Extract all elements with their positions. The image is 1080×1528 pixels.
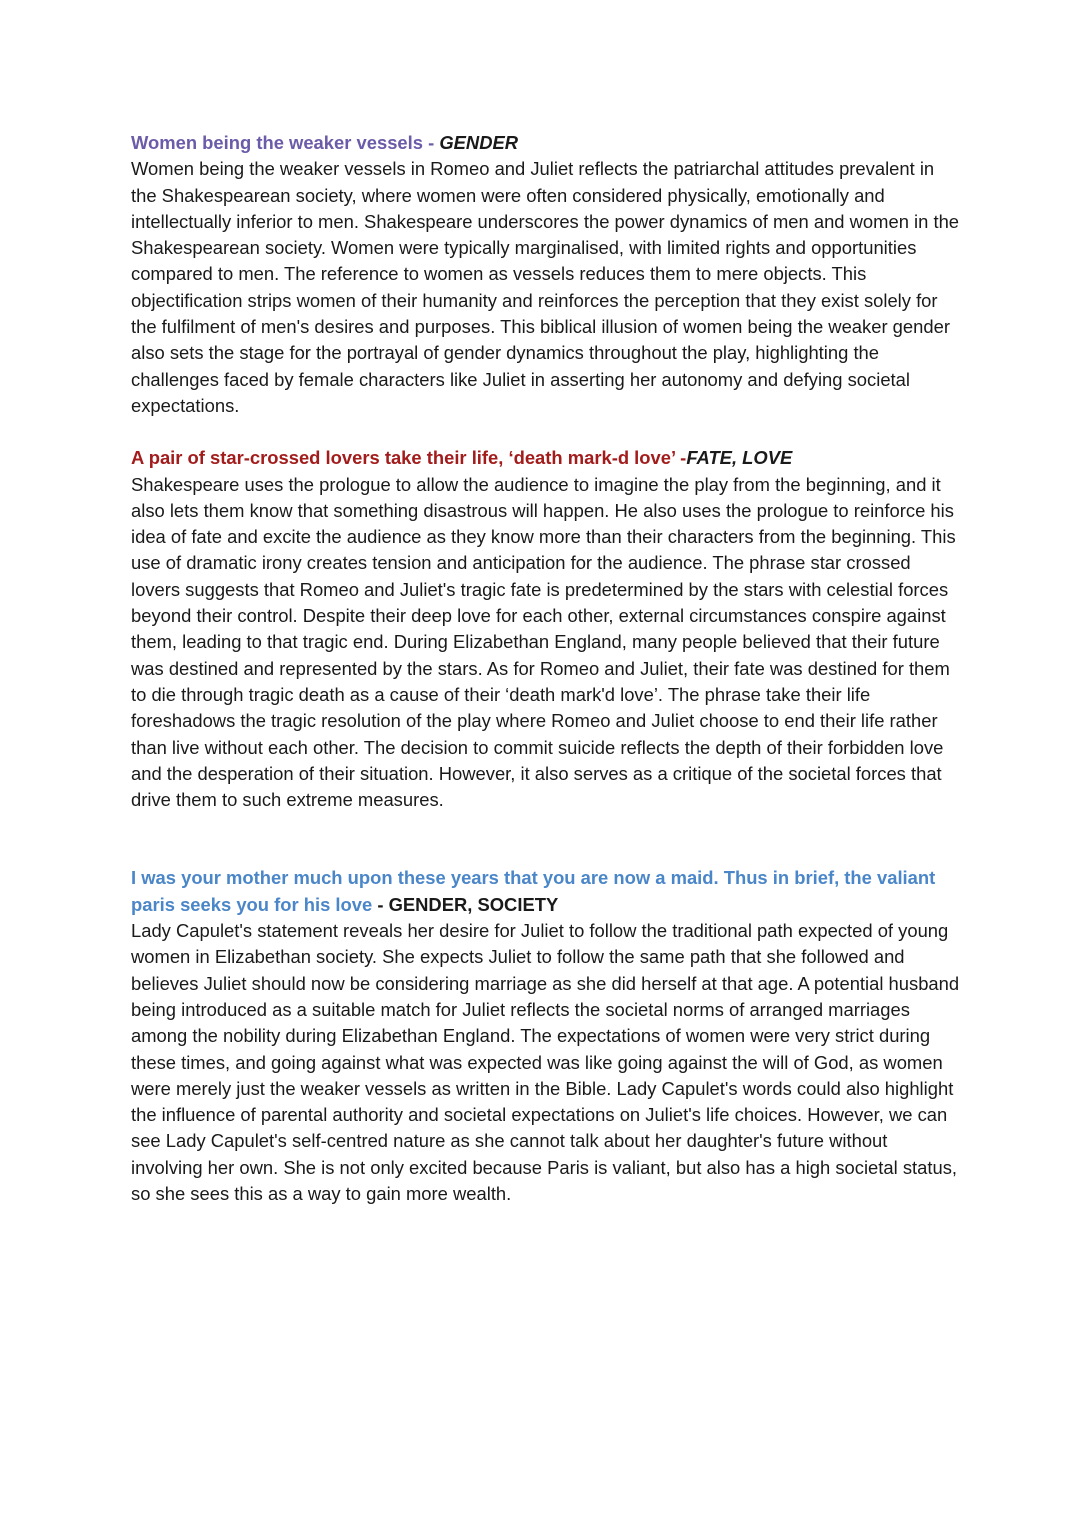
section-body: Lady Capulet's statement reveals her desire for Juliet to follow the traditional path expected of young women in Elizabethan society. She expects Juliet to follow the same path that she followed and believes Juliet should now be considering marriage as she did herself at that age. A potential husband being introduced as a suitable match for Juliet reflects the societal norms of arranged marriages among the nobility during Elizabethan England. The expectations of women were very strict during these times, and going against what was expected was like going against the will of God, as women were merely just the weaker vessels as written in the Bible. Lady Capulet's words could also highlight the influence of parental authority and societal expectations on Juliet's life choices. However, we can see Lady Capulet's self-centred nature as she cannot talk about her daughter's future without involving her own. She is not only excited because Paris is valiant, but also has a high societal status, so she sees this as a way to gain more wealth.: [131, 920, 960, 1204]
heading-theme-tag: - GENDER, SOCIETY: [372, 893, 559, 915]
section-fate-love: [131, 445, 961, 813]
heading-quote: Women being the weaker vessels -: [131, 132, 440, 153]
section-heading: [131, 445, 961, 471]
section-heading: [131, 865, 961, 918]
heading-quote: A pair of star-crossed lovers take their life, ‘death mark-d love’ -: [131, 447, 687, 469]
heading-theme-tag: GENDER: [439, 132, 519, 153]
section-heading: [131, 130, 961, 156]
section-body: Women being the weaker vessels in Romeo and Juliet reflects the patriarchal attitudes prevalent in the Shakespearean society, where women were often considered physically, emotionally and intellectually inferior to men. Shakespeare underscores the power dynamics of men and women in the Shakespearean society. Women were typically marginalised, with limited rights and opportunities compared to men. The reference to women as vessels reduces them to mere objects. This objectification strips women of their humanity and reinforces the perception that they exist solely for the fulfilment of men's desires and purposes. This biblical illusion of women being the weaker gender also sets the stage for the portrayal of gender dynamics throughout the play, highlighting the challenges faced by female characters like Juliet in asserting her autonomy and defying societal expectations.: [131, 158, 960, 416]
heading-theme-tag: FATE, LOVE: [686, 447, 793, 469]
heading-quote: I was your mother much upon these years that you are now a maid. Thus in brief, the valiant paris seeks you for his love: [131, 867, 936, 915]
section-gender-weaker-vessels: [131, 130, 961, 419]
section-body: Shakespeare uses the prologue to allow the audience to imagine the play from the beginning, and it also lets them know that something disastrous will happen. He also uses the prologue to reinforce his idea of fate and excite the audience as they know more than their characters from the beginning. This use of dramatic irony creates tension and anticipation for the audience. The phrase star crossed lovers suggests that Romeo and Juliet's tragic fate is predetermined by the stars with celestial forces beyond their control. Despite their deep love for each other, external circumstances conspire against them, leading to that tragic end. During Elizabethan England, many people believed that their future was destined and represented by the stars. As for Romeo and Juliet, their fate was destined for them to die through tragic death as a cause of their ‘death mark'd love’. The phrase take their life foreshadows the tragic resolution of the play where Romeo and Juliet choose to end their life rather than live without each other. The decision to commit suicide reflects the depth of their forbidden love and the desperation of their situation. However, it also serves as a critique of the societal forces that drive them to such extreme measures.: [131, 473, 956, 811]
document-content: [131, 130, 961, 1207]
section-gender-society: [131, 865, 961, 1207]
